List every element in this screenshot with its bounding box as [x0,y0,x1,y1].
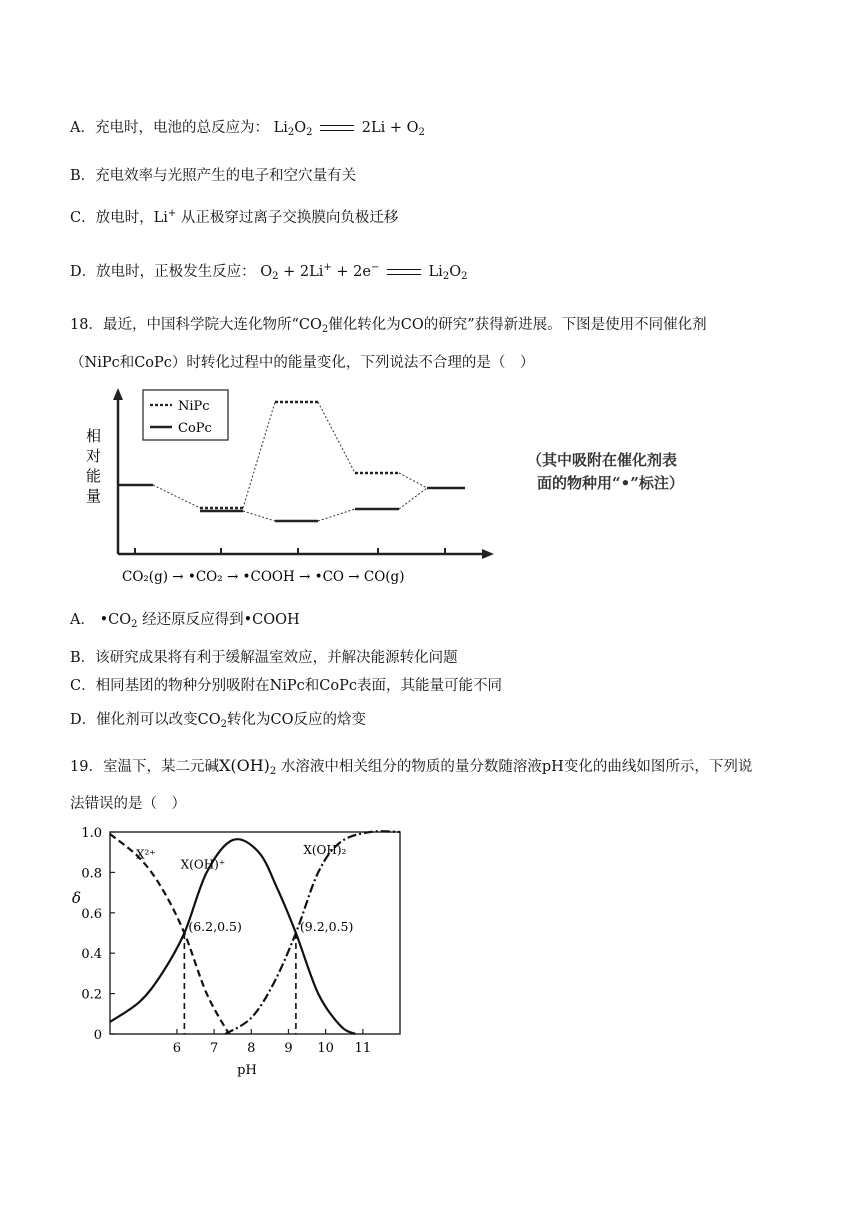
q18-stem-line2 [70,353,534,373]
q18-stem-b: 催化转化为 [328,317,401,333]
note-line1: （其中吸附在催化剂表 [527,451,678,469]
series-line-2 [110,839,355,1034]
y-axis-arrow [113,388,123,400]
connector [399,473,427,488]
y-tick-label: 0 [93,1028,102,1043]
q18-option-d-suffix: 反应的焓变 [293,712,366,728]
x-axis-label: pH [237,1063,257,1078]
li2o2-formula: $Li_2O_2$ [273,120,313,138]
q18-stem-d: （ [70,355,85,371]
products-formula: $2Li + O_2$ [361,120,425,138]
x-tick-label: 8 [247,1041,256,1056]
q18-option-c-prefix: C．相同基团的物种分别吸附在 [70,678,270,694]
q18-option-d-mid: 转化为 [226,712,271,728]
x-tick-label: 10 [317,1041,334,1056]
ph-text: pH [541,759,564,775]
x-tick-label: 9 [284,1041,293,1056]
legend-nipc-label: NiPc [178,399,210,414]
co2-formula: $CO_2$ [197,712,227,730]
y-tick-label: 1.0 [81,826,102,841]
q19-stem-line1 [70,756,752,782]
series-label: X²⁺ [136,847,156,862]
li-ion-formula: Li+ [153,208,177,226]
distribution-chart [0,818,860,1080]
q19-stem-line2: 法错误的是（ ） [70,796,186,812]
q19-stem-a: 19．室温下，某二元碱 [70,759,219,775]
co-formula: CO [400,317,424,333]
connector [318,509,355,521]
legend-copc-label: CoPc [178,421,212,436]
x-axis-pathway: CO₂(g) → •CO₂ → •COOH → •CO → CO(g) [122,569,405,585]
copc-text: CoPc [319,678,357,694]
y-label-char-1: 相 [86,427,102,445]
connector [243,402,275,508]
q18-option-c-mid: 和 [304,678,320,694]
co2-formula: $CO_2$ [298,317,329,335]
q19-stem-b: 水溶液中相关组分的物质的量分数随溶液 [280,759,542,775]
crossing-annotation: (9.2,0.5) [299,919,354,934]
crossing-annotation: (6.2,0.5) [188,919,242,934]
y-label-char-3: 能 [86,467,102,485]
nipc-text: NiPc [269,678,305,694]
dot-co2-formula: $•CO_2$ [99,612,138,630]
dot-cooh-formula: •COOH [243,612,300,628]
co-formula: CO [270,712,294,728]
y-label-char-2: 对 [86,447,102,465]
q17-option-c [70,204,398,228]
y-tick-label: 0.4 [81,947,102,963]
connector [318,402,355,473]
reactants-formula: $O_2 + 2Li^+ + 2e^-$ [260,262,380,282]
li2o2-product: $Li_2O_2$ [428,264,468,282]
x-tick-label: 7 [209,1041,219,1056]
q18-stem-c: 的研究”获得新进展。下图是使用不同催化剂 [423,317,707,333]
q17-option-c-suffix: 从正极穿过离子交换膜向负极迁移 [180,210,399,226]
q18-stem-f: ）时转化过程中的能量变化，下列说法不合理的是（ ） [171,355,535,371]
q18-option-c-suffix: 表面，其能量可能不同 [357,678,502,694]
y-tick-label: 0.6 [81,906,102,922]
q18-option-b: B．该研究成果将有利于缓解温室效应，并解决能源转化问题 [70,650,458,666]
note-line2: 面的物种用“•”标注） [537,474,684,492]
q19-stem-c: 变化的曲线如图所示，下列说 [563,759,753,775]
q18-stem-a: 18．最近，中国科学院大连化物所“ [70,317,299,333]
y-tick-label: 0.2 [81,987,102,1003]
connector [399,488,427,509]
plot-frame [110,832,400,1034]
nipc-text: NiPc [84,355,120,371]
x-tick-label: 6 [172,1041,182,1056]
q17-option-a-text: A．充电时，电池的总反应为： [70,120,269,136]
y-label-char-4: 量 [86,487,102,505]
q18-stem-e: 和 [119,355,135,371]
energy-diagram [0,378,860,590]
q17-option-c-prefix: C．放电时， [70,210,154,226]
q18-option-c [70,676,502,696]
y-tick-label: 0.8 [81,866,102,882]
q17-option-a [70,118,425,143]
y-axis-label: δ [72,889,82,907]
q18-option-d [70,710,366,735]
copc-text: CoPc [134,355,172,371]
x-tick-label: 11 [354,1041,372,1056]
q18-stem-line1 [70,315,707,340]
series-label: X(OH)₂ [303,843,347,858]
q18-option-a-label: A． [70,612,95,628]
q17-option-d [70,258,467,287]
series-label: X(OH)⁺ [180,857,226,872]
x-axis-arrow [482,549,494,559]
connector [243,511,275,521]
reaction-equals-sign [387,269,421,275]
q18-option-d-prefix: D．催化剂可以改变 [70,712,198,728]
reaction-equals-sign [320,125,354,131]
x-oh2-formula: $X(OH)_2$ [218,756,277,777]
q18-option-a [70,610,300,635]
q17-option-b: B．充电效率与光照产生的电子和空穴量有关 [70,168,357,184]
q18-option-a-text: 经还原反应得到 [142,612,244,628]
q17-option-d-prefix: D．放电时，正极发生反应： [70,264,256,280]
connector [153,485,200,508]
